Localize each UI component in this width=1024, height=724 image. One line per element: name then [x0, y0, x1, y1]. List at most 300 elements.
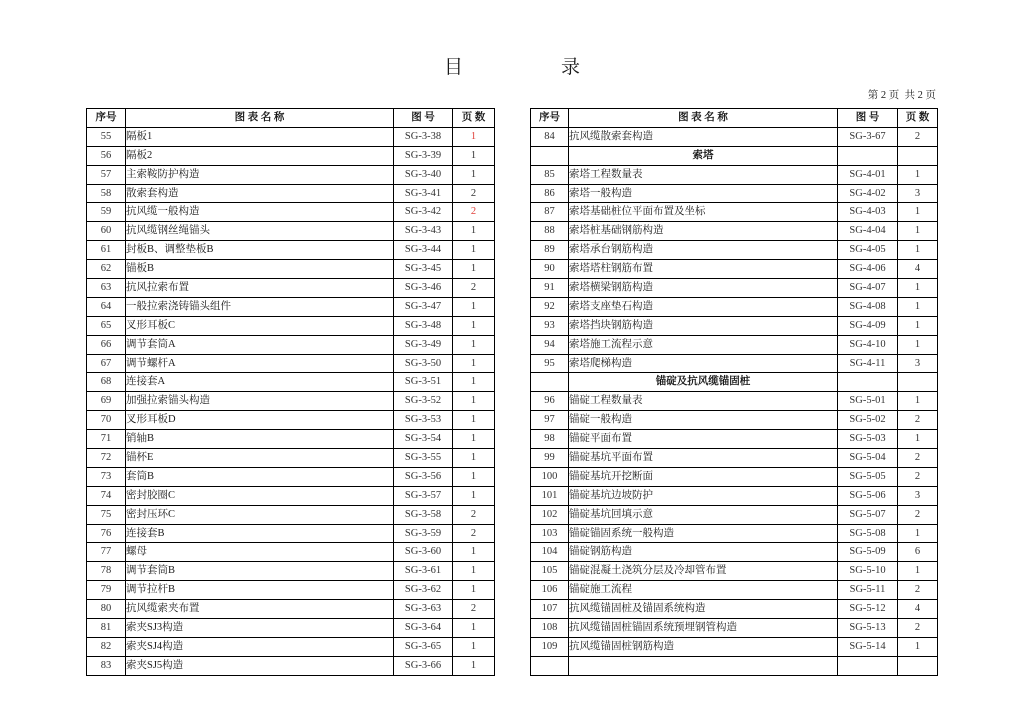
- row-number: 108: [531, 619, 569, 638]
- drawing-name: 销轴B: [126, 430, 394, 449]
- table-row: [87, 600, 495, 619]
- drawing-code: SG-5-03: [838, 430, 898, 449]
- page-count: 1: [898, 316, 938, 335]
- drawing-code: SG-4-08: [838, 297, 898, 316]
- drawing-name: 索塔挡块钢筋构造: [569, 316, 838, 335]
- table-row: [531, 165, 938, 184]
- row-number: 89: [531, 241, 569, 260]
- table-row: [531, 297, 938, 316]
- drawing-name: 锚板B: [126, 260, 394, 279]
- row-number: 90: [531, 260, 569, 279]
- drawing-name: 调节螺杆A: [126, 354, 394, 373]
- table-row: [531, 600, 938, 619]
- row-number: 95: [531, 354, 569, 373]
- table-row: [87, 316, 495, 335]
- page-count: 2: [898, 449, 938, 468]
- table-row: [531, 524, 938, 543]
- drawing-code-cell: [838, 373, 898, 392]
- row-number: 88: [531, 222, 569, 241]
- drawing-code: SG-3-65: [394, 637, 453, 656]
- drawing-code: SG-4-09: [838, 316, 898, 335]
- table-row: [87, 411, 495, 430]
- drawing-code: SG-3-40: [394, 165, 453, 184]
- drawing-code: SG-3-56: [394, 467, 453, 486]
- table-row: [531, 581, 938, 600]
- row-number: 86: [531, 184, 569, 203]
- drawing-code: SG-4-06: [838, 260, 898, 279]
- drawing-code: SG-3-50: [394, 354, 453, 373]
- row-number: 69: [87, 392, 126, 411]
- page-count: 1: [453, 335, 495, 354]
- section-row: [531, 146, 938, 165]
- row-number: 87: [531, 203, 569, 222]
- table-row: [531, 486, 938, 505]
- row-number: 94: [531, 335, 569, 354]
- page-count: 1: [898, 562, 938, 581]
- page-count: 2: [453, 524, 495, 543]
- drawing-code: SG-3-39: [394, 146, 453, 165]
- table-row: [531, 467, 938, 486]
- row-number: 74: [87, 486, 126, 505]
- table-row: [531, 562, 938, 581]
- table-row: [87, 184, 495, 203]
- table-body: [87, 127, 495, 675]
- table-row: [87, 430, 495, 449]
- page-count: 2: [453, 505, 495, 524]
- header-pages: 页 数: [898, 109, 938, 128]
- row-number: 66: [87, 335, 126, 354]
- row-number: 65: [87, 316, 126, 335]
- row-number: 59: [87, 203, 126, 222]
- page-count: 2: [898, 581, 938, 600]
- drawing-name: 调节拉杆B: [126, 581, 394, 600]
- page-count: 4: [898, 600, 938, 619]
- page-count: 1: [453, 619, 495, 638]
- row-number: 97: [531, 411, 569, 430]
- drawing-name: 隔板2: [126, 146, 394, 165]
- page-count: 1: [898, 524, 938, 543]
- header-no: 序号: [87, 109, 126, 128]
- table-row: [531, 430, 938, 449]
- drawing-name: 密封胶圈C: [126, 486, 394, 505]
- row-number: 96: [531, 392, 569, 411]
- page-count: 1: [453, 430, 495, 449]
- table-row: [87, 279, 495, 298]
- drawing-name: 螺母: [126, 543, 394, 562]
- page-count: 2: [898, 619, 938, 638]
- row-number: 109: [531, 637, 569, 656]
- page-count: 1: [898, 241, 938, 260]
- row-number: 77: [87, 543, 126, 562]
- page-count: 2: [453, 203, 495, 222]
- drawing-code: SG-3-42: [394, 203, 453, 222]
- page-count: 1: [453, 449, 495, 468]
- page-count: 1: [453, 411, 495, 430]
- drawing-code: SG-3-55: [394, 449, 453, 468]
- drawing-name: 封板B、调整垫板B: [126, 241, 394, 260]
- drawing-code: SG-5-08: [838, 524, 898, 543]
- row-number: [531, 656, 569, 675]
- row-number: 72: [87, 449, 126, 468]
- table-row: [87, 165, 495, 184]
- drawing-name: 抗风缆索夹布置: [126, 600, 394, 619]
- drawing-name: 抗风缆锚固桩及锚固系统构造: [569, 600, 838, 619]
- drawing-name: 连接套B: [126, 524, 394, 543]
- table-row: [531, 203, 938, 222]
- table-row: [87, 203, 495, 222]
- page-count: 1: [453, 165, 495, 184]
- page-count: 1: [898, 279, 938, 298]
- drawing-name: 索夹SJ3构造: [126, 619, 394, 638]
- table-row: [87, 241, 495, 260]
- page-count: 1: [453, 392, 495, 411]
- drawing-name: 锚碇一般构造: [569, 411, 838, 430]
- drawing-name: 抗风缆散索套构造: [569, 127, 838, 146]
- row-number: 71: [87, 430, 126, 449]
- page-count: 2: [898, 127, 938, 146]
- drawing-code: SG-5-07: [838, 505, 898, 524]
- row-number: 57: [87, 165, 126, 184]
- drawing-name: 抗风缆钢丝绳锚头: [126, 222, 394, 241]
- table-row: [531, 222, 938, 241]
- table-row: [531, 543, 938, 562]
- page-count: 1: [453, 241, 495, 260]
- drawing-name: 抗风缆锚固桩锚固系统预埋钢管构造: [569, 619, 838, 638]
- table-row: [87, 581, 495, 600]
- table-row: [87, 449, 495, 468]
- drawing-name: 索塔桩基础钢筋构造: [569, 222, 838, 241]
- drawing-code: SG-3-66: [394, 656, 453, 675]
- drawing-name: 锚碇钢筋构造: [569, 543, 838, 562]
- drawing-code: SG-5-14: [838, 637, 898, 656]
- row-number: 60: [87, 222, 126, 241]
- drawing-name: 锚碇平面布置: [569, 430, 838, 449]
- page-count: 1: [453, 297, 495, 316]
- drawing-code: SG-3-44: [394, 241, 453, 260]
- drawing-code: SG-5-02: [838, 411, 898, 430]
- row-number: 99: [531, 449, 569, 468]
- table-row: [87, 524, 495, 543]
- table-row: [87, 486, 495, 505]
- table-row: [531, 316, 938, 335]
- page-count: 1: [453, 222, 495, 241]
- table-row: [87, 392, 495, 411]
- page-count: 2: [898, 505, 938, 524]
- table-row: [87, 146, 495, 165]
- table-row: [87, 543, 495, 562]
- row-number: 73: [87, 467, 126, 486]
- drawing-name: 索塔塔柱钢筋布置: [569, 260, 838, 279]
- drawing-name: 锚杯E: [126, 449, 394, 468]
- row-number: 55: [87, 127, 126, 146]
- table-row: [531, 637, 938, 656]
- drawing-code: SG-3-62: [394, 581, 453, 600]
- drawing-name: 锚碇工程数量表: [569, 392, 838, 411]
- drawing-name: 索塔一般构造: [569, 184, 838, 203]
- drawing-code: SG-3-58: [394, 505, 453, 524]
- drawing-code: SG-3-46: [394, 279, 453, 298]
- page-count: 1: [898, 297, 938, 316]
- table-body: [531, 127, 938, 675]
- drawing-code: SG-3-64: [394, 619, 453, 638]
- row-number: 100: [531, 467, 569, 486]
- drawing-name: 散索套构造: [126, 184, 394, 203]
- row-number: 75: [87, 505, 126, 524]
- page-count: 1: [453, 127, 495, 146]
- page-count: 1: [898, 165, 938, 184]
- toc-table-right: [530, 108, 938, 676]
- row-number: 93: [531, 316, 569, 335]
- page-number-info: 第 2 页 共 2 页: [867, 90, 936, 101]
- drawing-code-cell: [838, 146, 898, 165]
- row-number: 76: [87, 524, 126, 543]
- page-count: 4: [898, 260, 938, 279]
- row-number: 82: [87, 637, 126, 656]
- page-count: 3: [898, 486, 938, 505]
- row-number-cell: [531, 146, 569, 165]
- table-row: [87, 354, 495, 373]
- table-row: [87, 335, 495, 354]
- drawing-name: 锚碇基坑边坡防护: [569, 486, 838, 505]
- drawing-name: 叉形耳板C: [126, 316, 394, 335]
- drawing-code: SG-4-04: [838, 222, 898, 241]
- drawing-name: 锚碇混凝土浇筑分层及冷却管布置: [569, 562, 838, 581]
- drawing-code: SG-4-07: [838, 279, 898, 298]
- drawing-name: 一般拉索浇铸锚头组件: [126, 297, 394, 316]
- page-count: 1: [453, 354, 495, 373]
- drawing-name: 索塔支座垫石构造: [569, 297, 838, 316]
- table-row: [87, 373, 495, 392]
- drawing-code: SG-4-01: [838, 165, 898, 184]
- toc-table-left: [86, 108, 495, 676]
- drawing-code: SG-3-43: [394, 222, 453, 241]
- row-number: 62: [87, 260, 126, 279]
- row-number: 79: [87, 581, 126, 600]
- drawing-name: 叉形耳板D: [126, 411, 394, 430]
- table-row: [531, 449, 938, 468]
- table-row: [87, 260, 495, 279]
- row-number: 70: [87, 411, 126, 430]
- header-code: 图 号: [838, 109, 898, 128]
- drawing-name: 主索鞍防护构造: [126, 165, 394, 184]
- row-number: 78: [87, 562, 126, 581]
- table-row: [87, 656, 495, 675]
- drawing-code: SG-4-02: [838, 184, 898, 203]
- table-row: [87, 505, 495, 524]
- drawing-code: SG-3-38: [394, 127, 453, 146]
- drawing-code: SG-3-63: [394, 600, 453, 619]
- drawing-name: 索塔爬梯构造: [569, 354, 838, 373]
- row-number: 107: [531, 600, 569, 619]
- page-count: 2: [898, 411, 938, 430]
- drawing-code: SG-5-11: [838, 581, 898, 600]
- page-count-cell: [898, 373, 938, 392]
- drawing-code: SG-5-10: [838, 562, 898, 581]
- drawing-name: 锚碇基坑开挖断面: [569, 467, 838, 486]
- drawing-name: 抗风缆一般构造: [126, 203, 394, 222]
- drawing-code: SG-3-48: [394, 316, 453, 335]
- table-row: [87, 222, 495, 241]
- row-number: 105: [531, 562, 569, 581]
- table-row: [87, 127, 495, 146]
- row-number: 63: [87, 279, 126, 298]
- header-row: [531, 109, 938, 128]
- section-title: 锚碇及抗风缆锚固桩: [569, 373, 838, 392]
- drawing-code: SG-3-59: [394, 524, 453, 543]
- row-number: 56: [87, 146, 126, 165]
- drawing-name: 锚碇锚固系统一般构造: [569, 524, 838, 543]
- header-row: [87, 109, 495, 128]
- page-count: 2: [898, 467, 938, 486]
- drawing-code: SG-3-60: [394, 543, 453, 562]
- empty-row: [531, 656, 938, 675]
- drawing-code: SG-3-51: [394, 373, 453, 392]
- drawing-code: SG-4-10: [838, 335, 898, 354]
- drawing-name: 索塔基础桩位平面布置及坐标: [569, 203, 838, 222]
- drawing-code: SG-3-67: [838, 127, 898, 146]
- drawing-name: 锚碇基坑回填示意: [569, 505, 838, 524]
- page-count: 1: [898, 203, 938, 222]
- row-number: 61: [87, 241, 126, 260]
- page-count: 1: [898, 637, 938, 656]
- row-number: 102: [531, 505, 569, 524]
- table-row: [87, 467, 495, 486]
- drawing-name: 锚碇施工流程: [569, 581, 838, 600]
- table-row: [531, 619, 938, 638]
- header-no: 序号: [531, 109, 569, 128]
- drawing-code: SG-5-13: [838, 619, 898, 638]
- drawing-code: SG-5-06: [838, 486, 898, 505]
- drawing-code: SG-3-54: [394, 430, 453, 449]
- drawing-code: [838, 656, 898, 675]
- row-number: 84: [531, 127, 569, 146]
- row-number: 92: [531, 297, 569, 316]
- row-number: 85: [531, 165, 569, 184]
- page-count: 1: [453, 562, 495, 581]
- page-count: 1: [898, 430, 938, 449]
- drawing-code: SG-3-47: [394, 297, 453, 316]
- page-count: 1: [898, 222, 938, 241]
- page-count: 1: [453, 543, 495, 562]
- table-row: [531, 505, 938, 524]
- drawing-code: SG-5-05: [838, 467, 898, 486]
- drawing-name: 套筒B: [126, 467, 394, 486]
- table-row: [87, 562, 495, 581]
- section-row: [531, 373, 938, 392]
- row-number: 68: [87, 373, 126, 392]
- drawing-name: 索夹SJ4构造: [126, 637, 394, 656]
- drawing-name: 索塔施工流程示意: [569, 335, 838, 354]
- drawing-code: SG-5-12: [838, 600, 898, 619]
- row-number: 101: [531, 486, 569, 505]
- row-number: 104: [531, 543, 569, 562]
- row-number: 80: [87, 600, 126, 619]
- drawing-name: 索塔横梁钢筋构造: [569, 279, 838, 298]
- drawing-name: 索夹SJ5构造: [126, 656, 394, 675]
- drawing-name: 调节套筒A: [126, 335, 394, 354]
- page-count: 1: [453, 581, 495, 600]
- page-count: 3: [898, 354, 938, 373]
- header-name: 图 表 名 称: [126, 109, 394, 128]
- drawing-name: [569, 656, 838, 675]
- drawing-code: SG-3-53: [394, 411, 453, 430]
- page-count: 1: [453, 656, 495, 675]
- drawing-code: SG-3-52: [394, 392, 453, 411]
- drawing-code: SG-3-61: [394, 562, 453, 581]
- page-count: 2: [453, 279, 495, 298]
- page-count: 1: [898, 392, 938, 411]
- page-count: 3: [898, 184, 938, 203]
- row-number: 103: [531, 524, 569, 543]
- drawing-code: SG-4-03: [838, 203, 898, 222]
- drawing-code: SG-4-11: [838, 354, 898, 373]
- page-count: 1: [453, 260, 495, 279]
- table-row: [531, 392, 938, 411]
- drawing-code: SG-4-05: [838, 241, 898, 260]
- drawing-name: 连接套A: [126, 373, 394, 392]
- header-code: 图 号: [394, 109, 453, 128]
- page-count: 1: [898, 335, 938, 354]
- drawing-code: SG-5-09: [838, 543, 898, 562]
- row-number: 98: [531, 430, 569, 449]
- drawing-code: SG-3-57: [394, 486, 453, 505]
- drawing-name: 密封压环C: [126, 505, 394, 524]
- page-count: 1: [453, 637, 495, 656]
- row-number-cell: [531, 373, 569, 392]
- header-pages: 页 数: [453, 109, 495, 128]
- page-count-cell: [898, 146, 938, 165]
- table-row: [531, 260, 938, 279]
- drawing-code: SG-3-49: [394, 335, 453, 354]
- table-row: [531, 127, 938, 146]
- drawing-code: SG-3-45: [394, 260, 453, 279]
- drawing-name: 调节套筒B: [126, 562, 394, 581]
- drawing-name: 抗风缆锚固桩钢筋构造: [569, 637, 838, 656]
- page-count: 6: [898, 543, 938, 562]
- page-count: 1: [453, 316, 495, 335]
- table-row: [531, 279, 938, 298]
- row-number: 64: [87, 297, 126, 316]
- page-count: 1: [453, 146, 495, 165]
- drawing-name: 索塔工程数量表: [569, 165, 838, 184]
- drawing-code: SG-3-41: [394, 184, 453, 203]
- row-number: 83: [87, 656, 126, 675]
- row-number: 81: [87, 619, 126, 638]
- row-number: 106: [531, 581, 569, 600]
- table-row: [87, 297, 495, 316]
- row-number: 91: [531, 279, 569, 298]
- table-row: [87, 619, 495, 638]
- drawing-name: 加强拉索锚头构造: [126, 392, 394, 411]
- table-row: [531, 184, 938, 203]
- section-title: 索塔: [569, 146, 838, 165]
- table-row: [531, 411, 938, 430]
- page-count: [898, 656, 938, 675]
- page-count: 1: [453, 467, 495, 486]
- page-count: 1: [453, 373, 495, 392]
- table-row: [531, 335, 938, 354]
- row-number: 67: [87, 354, 126, 373]
- drawing-name: 抗风拉索布置: [126, 279, 394, 298]
- drawing-code: SG-5-04: [838, 449, 898, 468]
- header-name: 图 表 名 称: [569, 109, 838, 128]
- table-row: [87, 637, 495, 656]
- drawing-code: SG-5-01: [838, 392, 898, 411]
- page-count: 2: [453, 184, 495, 203]
- drawing-name: 索塔承台钢筋构造: [569, 241, 838, 260]
- table-row: [531, 354, 938, 373]
- page-count: 2: [453, 600, 495, 619]
